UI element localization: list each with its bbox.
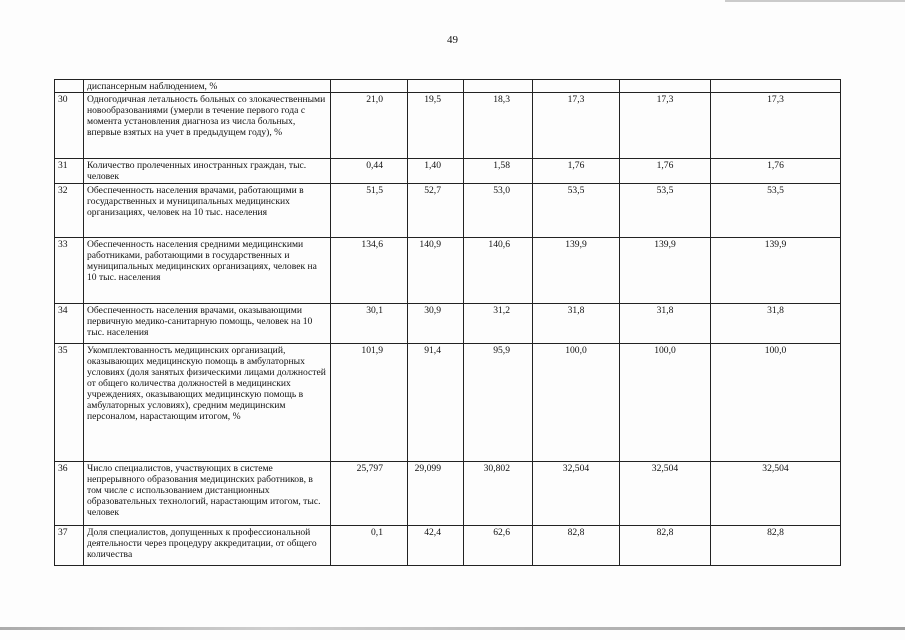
value-cell: 101,9 bbox=[331, 344, 408, 462]
table-row bbox=[55, 238, 841, 304]
row-number: 37 bbox=[55, 526, 84, 566]
table-row bbox=[55, 462, 841, 526]
indicator-name: Обеспеченность населения врачами, оказывающими первичную медико-санитарную помощь, человек на 10 тыс. населения bbox=[84, 304, 331, 344]
scan-edge-top bbox=[725, 0, 905, 2]
table-row bbox=[55, 304, 841, 344]
row-number: 30 bbox=[55, 93, 84, 159]
value-cell: 17,3 bbox=[533, 93, 620, 159]
value-cell: 51,5 bbox=[331, 184, 408, 238]
indicator-name: Число специалистов, участвующих в системе непрерывного образования медицинских работников, в том числе с использованием дистанционных образовательных технологий, нарастающим итогом, тыс. человек bbox=[84, 462, 331, 526]
row-number bbox=[55, 80, 84, 93]
value-cell: 134,6 bbox=[331, 238, 408, 304]
table-row bbox=[55, 159, 841, 184]
value-cell: 30,9 bbox=[408, 304, 464, 344]
value-cell: 31,8 bbox=[620, 304, 711, 344]
value-cell: 53,5 bbox=[533, 184, 620, 238]
value-cell: 0,1 bbox=[331, 526, 408, 566]
value-cell: 139,9 bbox=[533, 238, 620, 304]
value-cell: 1,40 bbox=[408, 159, 464, 184]
indicator-name: Обеспеченность населения врачами, работающими в государственных и муниципальных медицинских организациях, человек на 10 тыс. населения bbox=[84, 184, 331, 238]
value-cell: 0,44 bbox=[331, 159, 408, 184]
value-cell: 29,099 bbox=[408, 462, 464, 526]
table-row bbox=[55, 93, 841, 159]
indicator-name: Количество пролеченных иностранных граждан, тыс. человек bbox=[84, 159, 331, 184]
value-cell: 1,58 bbox=[464, 159, 533, 184]
value-cell: 139,9 bbox=[620, 238, 711, 304]
value-cell: 1,76 bbox=[533, 159, 620, 184]
indicator-name: Одногодичная летальность больных со злокачественными новообразованиями (умерли в течение первого года с момента установления диагноза из числа больных, впервые взятых на учет в предыдущем году), % bbox=[84, 93, 331, 159]
value-cell bbox=[408, 80, 464, 93]
indicator-name: Укомплектованность медицинских организаций, оказывающих медицинскую помощь в амбулаторных условиях (доля занятых физическими лицами должностей от общего количества должностей в медицинских учреждениях, оказывающих медицинскую помощь в амбулаторных условиях), средним медицинским персоналом, нарастающим итогом, % bbox=[84, 344, 331, 462]
indicator-name: диспансерным наблюдением, % bbox=[84, 80, 331, 93]
value-cell: 62,6 bbox=[464, 526, 533, 566]
value-cell bbox=[620, 80, 711, 93]
value-cell bbox=[711, 80, 841, 93]
value-cell: 82,8 bbox=[533, 526, 620, 566]
value-cell: 53,5 bbox=[711, 184, 841, 238]
row-number: 32 bbox=[55, 184, 84, 238]
value-cell: 82,8 bbox=[620, 526, 711, 566]
scan-edge-bottom bbox=[0, 627, 905, 630]
value-cell bbox=[533, 80, 620, 93]
value-cell: 31,8 bbox=[533, 304, 620, 344]
table-row bbox=[55, 80, 841, 93]
value-cell bbox=[464, 80, 533, 93]
value-cell: 21,0 bbox=[331, 93, 408, 159]
value-cell: 17,3 bbox=[620, 93, 711, 159]
row-number: 31 bbox=[55, 159, 84, 184]
value-cell: 52,7 bbox=[408, 184, 464, 238]
table-row bbox=[55, 184, 841, 238]
value-cell: 31,2 bbox=[464, 304, 533, 344]
value-cell: 100,0 bbox=[711, 344, 841, 462]
value-cell: 82,8 bbox=[711, 526, 841, 566]
row-number: 36 bbox=[55, 462, 84, 526]
value-cell: 91,4 bbox=[408, 344, 464, 462]
indicators-table bbox=[54, 79, 841, 566]
value-cell: 19,5 bbox=[408, 93, 464, 159]
value-cell: 53,0 bbox=[464, 184, 533, 238]
row-number: 34 bbox=[55, 304, 84, 344]
value-cell: 25,797 bbox=[331, 462, 408, 526]
value-cell: 140,9 bbox=[408, 238, 464, 304]
row-number: 35 bbox=[55, 344, 84, 462]
table-row bbox=[55, 344, 841, 462]
indicator-name: Доля специалистов, допущенных к профессиональной деятельности через процедуру аккредитации, от общего количества bbox=[84, 526, 331, 566]
table-row bbox=[55, 526, 841, 566]
value-cell: 17,3 bbox=[711, 93, 841, 159]
row-number: 33 bbox=[55, 238, 84, 304]
value-cell: 18,3 bbox=[464, 93, 533, 159]
value-cell: 32,504 bbox=[533, 462, 620, 526]
value-cell: 1,76 bbox=[620, 159, 711, 184]
value-cell: 31,8 bbox=[711, 304, 841, 344]
value-cell: 42,4 bbox=[408, 526, 464, 566]
value-cell: 30,802 bbox=[464, 462, 533, 526]
value-cell: 140,6 bbox=[464, 238, 533, 304]
value-cell: 30,1 bbox=[331, 304, 408, 344]
value-cell: 100,0 bbox=[533, 344, 620, 462]
value-cell bbox=[331, 80, 408, 93]
indicator-name: Обеспеченность населения средними медицинскими работниками, работающими в государственных и муниципальных медицинских организациях, человек на 10 тыс. населения bbox=[84, 238, 331, 304]
value-cell: 139,9 bbox=[711, 238, 841, 304]
value-cell: 32,504 bbox=[620, 462, 711, 526]
page-number: 49 bbox=[447, 34, 458, 46]
value-cell: 1,76 bbox=[711, 159, 841, 184]
value-cell: 53,5 bbox=[620, 184, 711, 238]
value-cell: 100,0 bbox=[620, 344, 711, 462]
value-cell: 95,9 bbox=[464, 344, 533, 462]
value-cell: 32,504 bbox=[711, 462, 841, 526]
